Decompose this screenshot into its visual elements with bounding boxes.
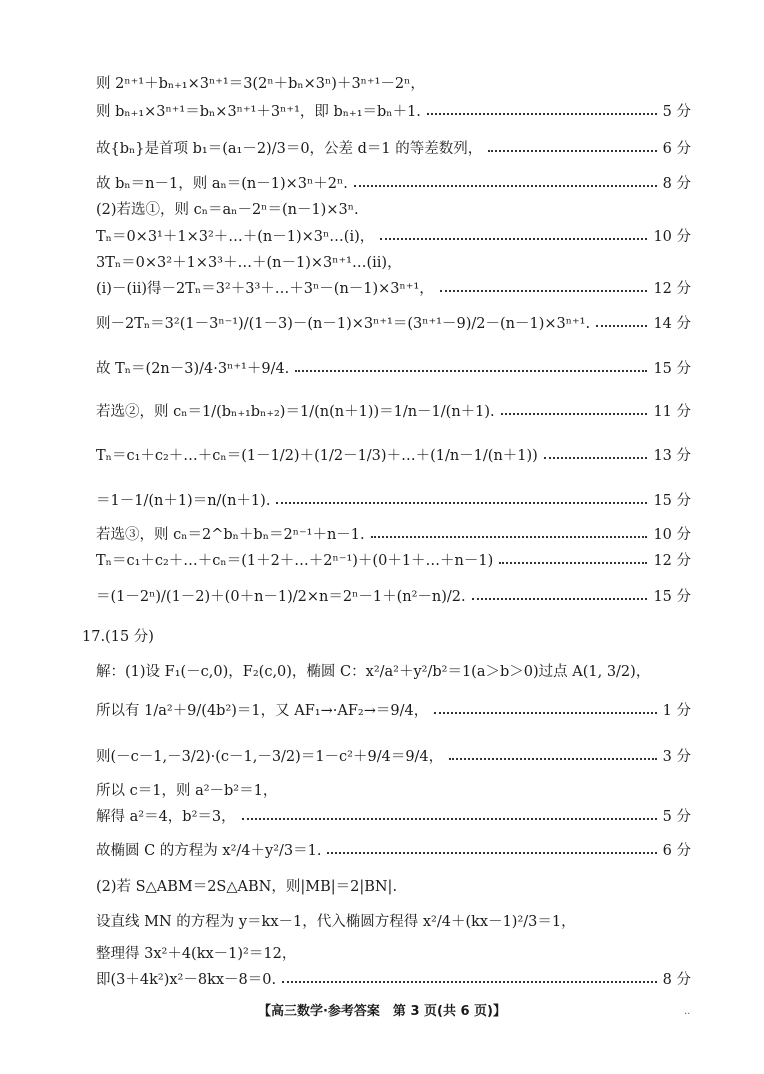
solution-line: 故{bₙ}是首项 b₁＝(a₁－2)/3＝0，公差 d＝1 的等差数列， 6 分 [96, 137, 691, 158]
solution-line: 整理得 3x²＋4(kx－1)²＝12， [96, 946, 297, 962]
leader-dots [295, 370, 647, 372]
score-mark: 15 分 [653, 361, 691, 377]
question-number: 17.(15 分) [82, 629, 154, 645]
score-mark: 5 分 [662, 809, 691, 825]
solution-line: 故椭圆 C 的方程为 x²/4＋y²/3＝1. 6 分 [96, 839, 691, 860]
score-mark: 3 分 [662, 749, 691, 765]
score-mark: 5 分 [662, 104, 691, 120]
leader-dots [472, 598, 648, 600]
solution-line: 则 bₙ₊₁×3ⁿ⁺¹＝bₙ×3ⁿ⁺¹＋3ⁿ⁺¹，即 bₙ₊₁＝bₙ＋1. 5 分 [96, 100, 691, 121]
leader-dots [544, 457, 648, 459]
solution-line: 若选②，则 cₙ＝1/(bₙ₊₁bₙ₊₂)＝1/(n(n＋1))＝1/n－1/(n＋1). 11 分 [96, 400, 691, 421]
score-mark: 6 分 [662, 141, 691, 157]
leader-dots [282, 981, 657, 983]
solution-line: 则 2ⁿ⁺¹＋bₙ₊₁×3ⁿ⁺¹＝3(2ⁿ＋bₙ×3ⁿ)＋3ⁿ⁺¹－2ⁿ， [96, 76, 425, 92]
leader-dots [434, 712, 656, 714]
score-mark: 8 分 [662, 972, 691, 988]
solution-line: 所以 c＝1，则 a²－b²＝1， [96, 783, 278, 799]
solution-line: 3Tₙ＝0×3²＋1×3³＋…＋(n－1)×3ⁿ⁺¹…(ⅱ)， [96, 255, 402, 271]
score-mark: 1 分 [662, 703, 691, 719]
score-mark: 15 分 [653, 589, 691, 605]
leader-dots [380, 238, 647, 240]
score-mark: 12 分 [653, 553, 691, 569]
solution-line: ＝(1－2ⁿ)/(1－2)＋(0＋n－1)/2×n＝2ⁿ－1＋(n²－n)/2. 15 分 [96, 585, 691, 606]
solution-line: 解得 a²＝4，b²＝3， 5 分 [96, 805, 691, 826]
leader-dots [427, 113, 657, 115]
leader-dots [596, 325, 647, 327]
score-mark: 10 分 [653, 229, 691, 245]
solution-line: 则－2Tₙ＝3²(1－3ⁿ⁻¹)/(1－3)－(n－1)×3ⁿ⁺¹＝(3ⁿ⁺¹－9)/2－(n－1)×3ⁿ⁺¹. 14 分 [96, 312, 691, 333]
score-mark: 15 分 [653, 493, 691, 509]
solution-line: Tₙ＝c₁＋c₂＋…＋cₙ＝(1－1/2)＋(1/2－1/3)＋…＋(1/n－1/(n＋1)) 13 分 [96, 444, 691, 465]
page-footer: 【高三数学·参考答案 第 3 页(共 6 页)】 [257, 1004, 507, 1019]
score-mark: 10 分 [653, 527, 691, 543]
leader-dots [449, 758, 657, 760]
solution-line: 即(3＋4k²)x²－8kx－8＝0. 8 分 [96, 968, 691, 989]
score-mark: 14 分 [653, 316, 691, 332]
solution-line: 故 Tₙ＝(2n－3)/4·3ⁿ⁺¹＋9/4. 15 分 [96, 357, 691, 378]
solution-line: (2)若选①，则 cₙ＝aₙ－2ⁿ＝(n－1)×3ⁿ. [96, 202, 359, 218]
solution-line: 解：(1)设 F₁(－c,0)，F₂(c,0)，椭圆 C：x²/a²＋y²/b²＝1(a＞b＞0)过点 A(1, 3/2)， [96, 664, 651, 680]
leader-dots [371, 536, 648, 538]
leader-dots [276, 502, 647, 504]
solution-line: 若选③，则 cₙ＝2^bₙ＋bₙ＝2ⁿ⁻¹＋n－1. 10 分 [96, 523, 691, 544]
score-mark: 11 分 [653, 404, 691, 420]
score-mark: 13 分 [653, 448, 691, 464]
leader-dots [440, 290, 648, 292]
score-mark: 6 分 [662, 843, 691, 859]
solution-line: 则(－c－1,－3/2)·(c－1,－3/2)＝1－c²＋9/4＝9/4， 3 分 [96, 745, 691, 766]
leader-dots [242, 818, 657, 820]
corner-mark: .. [684, 1006, 691, 1017]
solution-line: Tₙ＝0×3¹＋1×3²＋…＋(n－1)×3ⁿ…(ⅰ)， 10 分 [96, 225, 691, 246]
leader-dots [488, 150, 656, 152]
leader-dots [501, 413, 648, 415]
solution-line: Tₙ＝c₁＋c₂＋…＋cₙ＝(1＋2＋…＋2ⁿ⁻¹)＋(0＋1＋…＋n－1) 12 分 [96, 549, 691, 570]
solution-line: (ⅰ)－(ⅱ)得－2Tₙ＝3²＋3³＋…＋3ⁿ－(n－1)×3ⁿ⁺¹， 12 分 [96, 277, 691, 298]
leader-dots [354, 185, 657, 187]
score-mark: 8 分 [662, 176, 691, 192]
solution-line: ＝1－1/(n＋1)＝n/(n＋1). 15 分 [96, 489, 691, 510]
solution-line: 设直线 MN 的方程为 y＝kx－1，代入椭圆方程得 x²/4＋(kx－1)²/3＝1， [96, 914, 576, 930]
score-mark: 12 分 [653, 281, 691, 297]
leader-dots [327, 852, 656, 854]
solution-line: 故 bₙ＝n－1，则 aₙ＝(n－1)×3ⁿ＋2ⁿ. 8 分 [96, 172, 691, 193]
leader-dots [499, 562, 647, 564]
solution-line: 所以有 1/a²＋9/(4b²)＝1，又 AF₁→·AF₂→＝9/4， 1 分 [96, 699, 691, 720]
solution-line: (2)若 S△ABM＝2S△ABN，则|MB|＝2|BN|. [96, 879, 398, 895]
